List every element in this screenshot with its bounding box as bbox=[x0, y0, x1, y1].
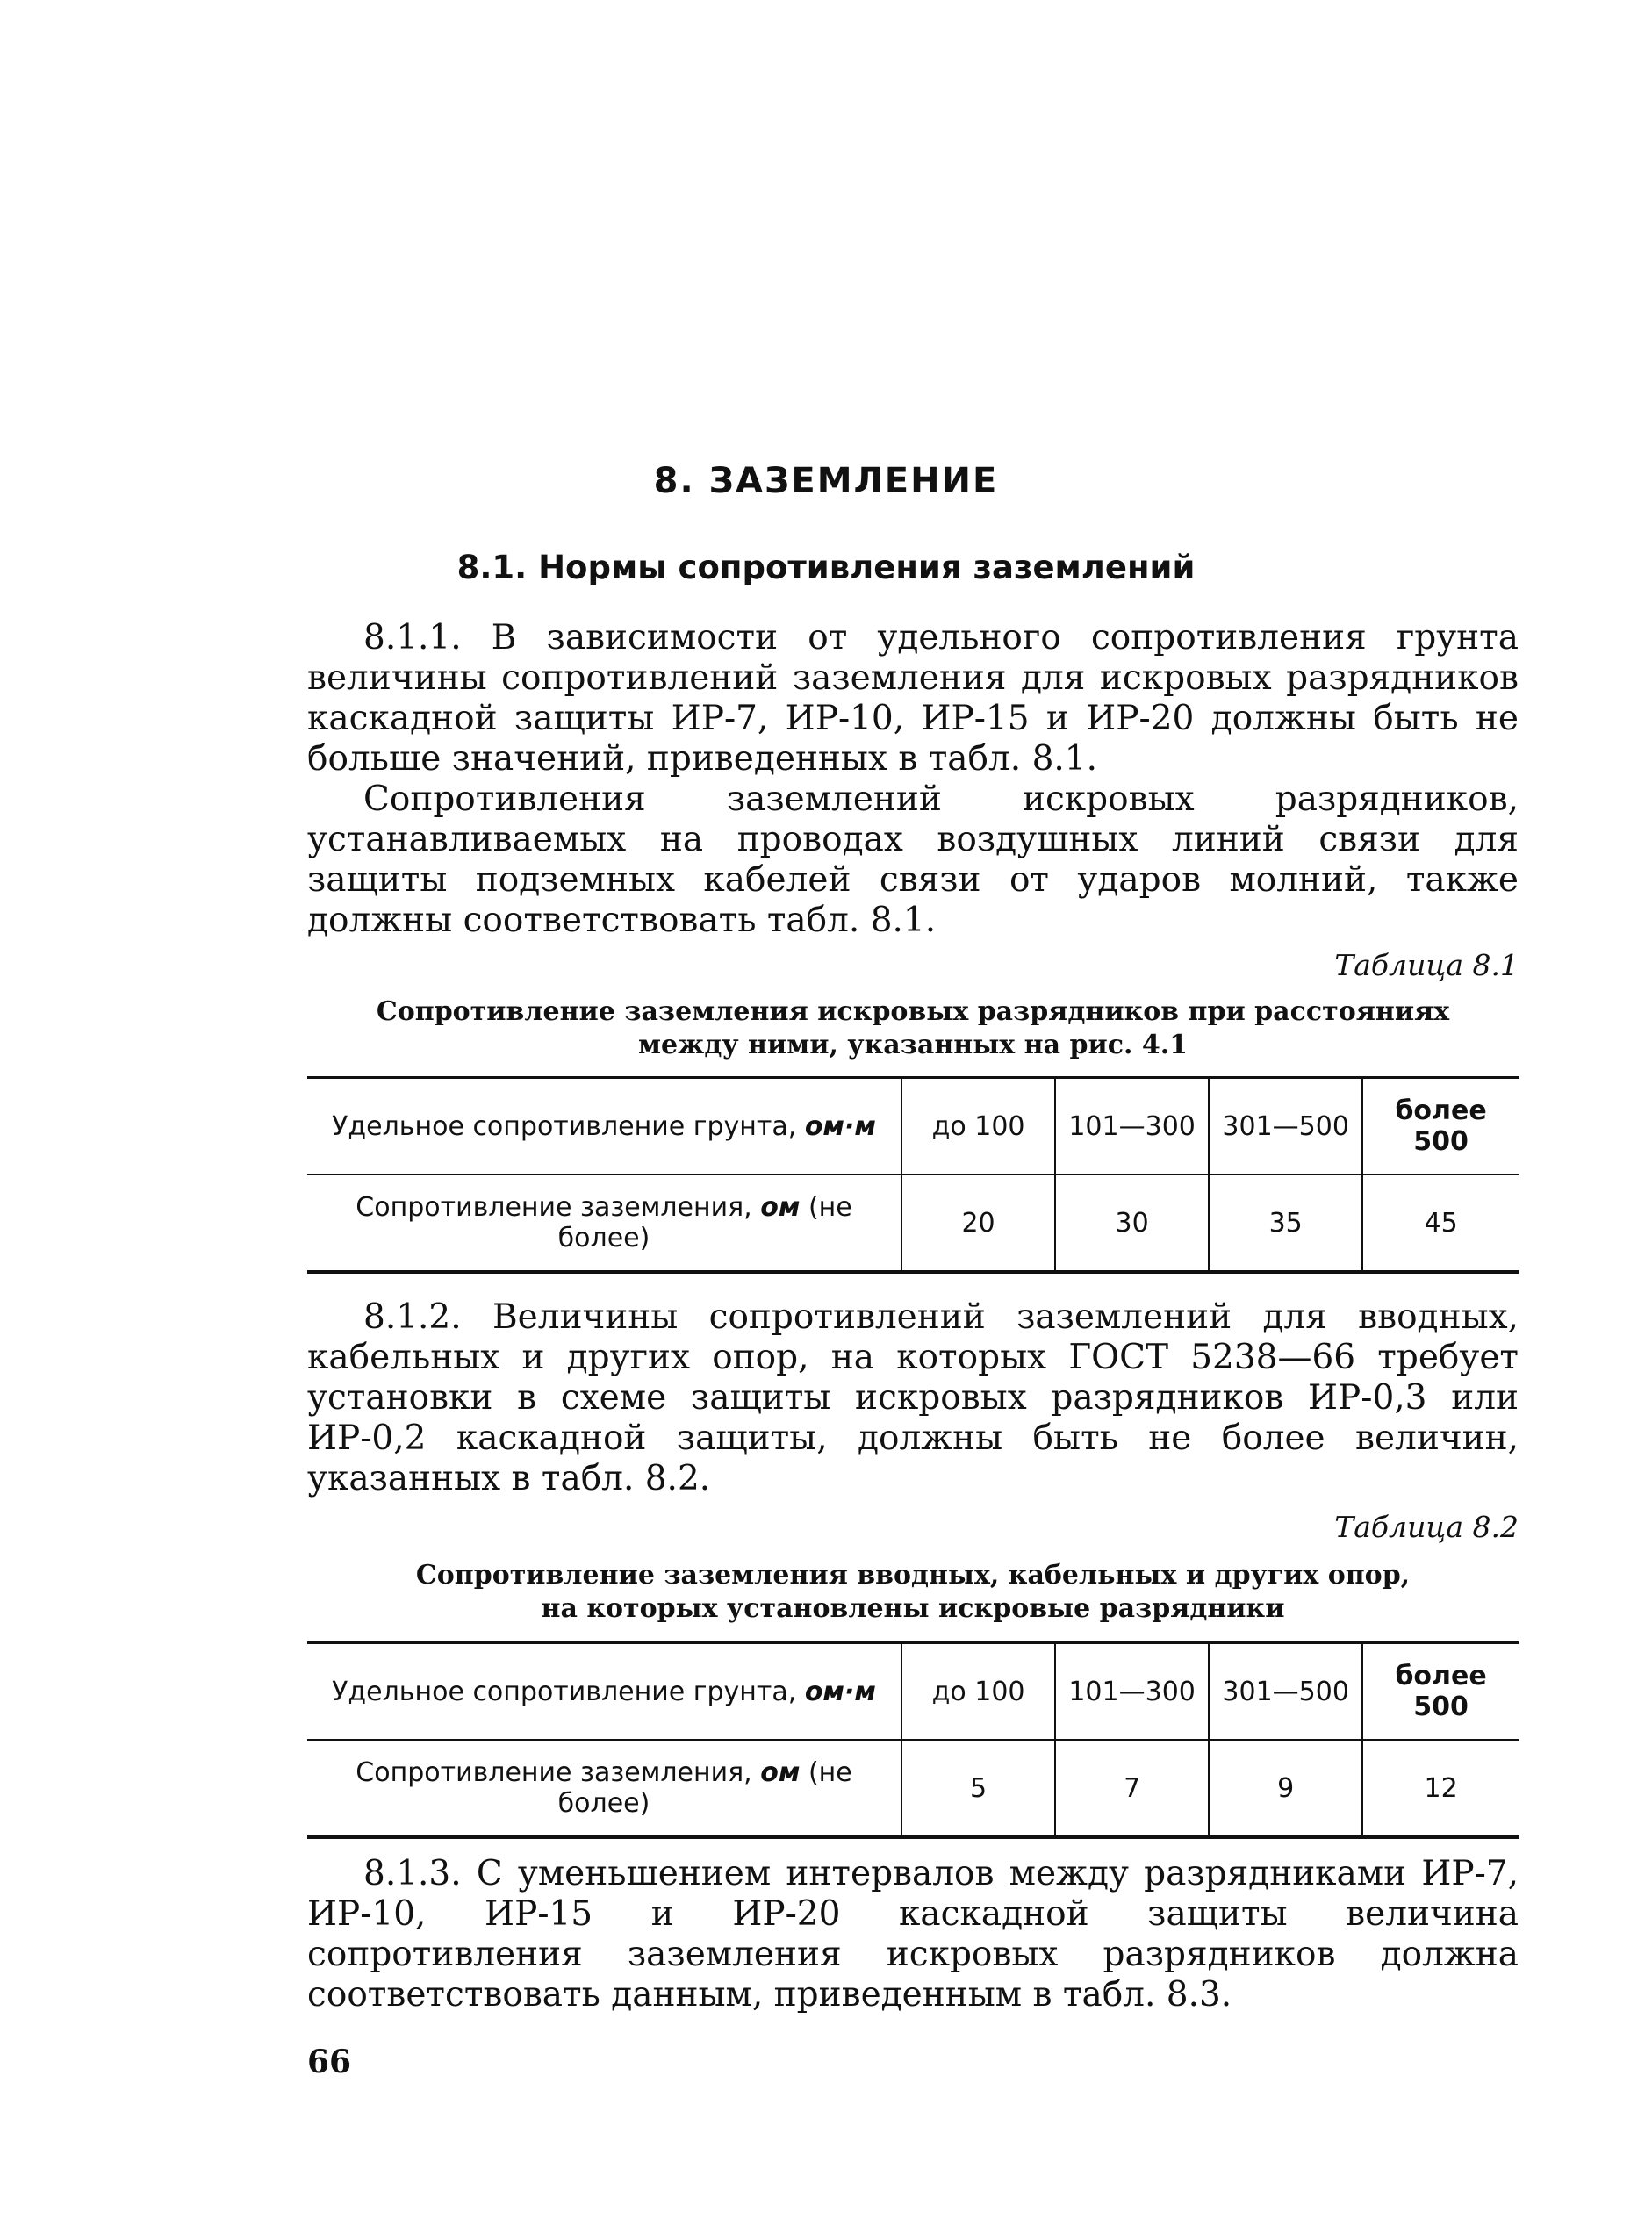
value-cell: 5 bbox=[901, 1740, 1055, 1837]
table-8-1-caption: Таблица 8.1 bbox=[1334, 948, 1519, 982]
table-row bbox=[307, 1740, 1519, 1837]
table-8-1-title-line1: Сопротивление заземления искровых разрядников при расстояниях bbox=[376, 996, 1450, 1027]
chapter-title: 8. ЗАЗЕМЛЕНИЕ bbox=[653, 461, 999, 501]
value-cell: 30 bbox=[1055, 1174, 1209, 1272]
value-cell: 12 bbox=[1362, 1740, 1519, 1837]
table-8-2-title bbox=[307, 1559, 1519, 1626]
range-cell: до 100 bbox=[901, 1078, 1055, 1175]
row-label-soil-resistivity: Удельное сопротивление грунта, ом·м bbox=[307, 1643, 901, 1741]
range-cell: более 500 bbox=[1362, 1078, 1519, 1175]
value-cell: 9 bbox=[1209, 1740, 1362, 1837]
unit-ohm: ом bbox=[760, 1757, 801, 1788]
table-8-1-title-line2: между ними, указанных на рис. 4.1 bbox=[637, 1030, 1189, 1060]
row-label-ground-resistance: Сопротивление заземления, ом (не более) bbox=[307, 1740, 901, 1837]
unit-ohm: ом bbox=[760, 1192, 801, 1223]
table-8-1-title bbox=[307, 995, 1519, 1062]
range-cell: 101—300 bbox=[1055, 1643, 1209, 1741]
table-row bbox=[307, 1643, 1519, 1741]
value-cell: 45 bbox=[1362, 1174, 1519, 1272]
value-cell: 7 bbox=[1055, 1740, 1209, 1837]
page-number: 66 bbox=[307, 2044, 352, 2080]
paragraph-8-1-2: 8.1.2. Величины сопротивлений заземлений для вводных, кабельных и других опор, на которых ГОСТ 5238—66 требует установки в схеме защиты искровых разрядников ИР-0,3 или ИР-0,2 каскадной защиты, должны быть не более величин, указанных в табл. 8.2. bbox=[307, 1297, 1519, 1498]
table-8-1 bbox=[307, 1076, 1519, 1274]
section-title: 8.1. Нормы сопротивления заземлений bbox=[456, 549, 1196, 586]
unit-ohm-meter: ом·м bbox=[804, 1676, 876, 1707]
range-cell: 301—500 bbox=[1209, 1078, 1362, 1175]
range-cell: более 500 bbox=[1362, 1643, 1519, 1741]
value-cell: 20 bbox=[901, 1174, 1055, 1272]
table-8-2-title-line1: Сопротивление заземления вводных, кабельных и других опор, bbox=[415, 1560, 1411, 1591]
unit-ohm-meter: ом·м bbox=[804, 1110, 876, 1142]
range-cell: 301—500 bbox=[1209, 1643, 1362, 1741]
value-cell: 35 bbox=[1209, 1174, 1362, 1272]
range-cell: 101—300 bbox=[1055, 1078, 1209, 1175]
table-8-2 bbox=[307, 1641, 1519, 1839]
paragraph-8-1-1-cont: Сопротивления заземлений искровых разрядников, устанавливаемых на проводах воздушных линий связи для защиты подземных кабелей связи от ударов молний, также должны соответствовать табл. 8.1. bbox=[307, 779, 1519, 940]
paragraph-8-1-3: 8.1.3. С уменьшением интервалов между разрядниками ИР-7, ИР-10, ИР-15 и ИР-20 каскадной защиты величина сопротивления заземления искровых разрядников должна соответствовать данным, приведенным в табл. 8.3. bbox=[307, 1854, 1519, 2015]
table-row bbox=[307, 1078, 1519, 1175]
row-label-ground-resistance: Сопротивление заземления, ом (не более) bbox=[307, 1174, 901, 1272]
row-label-soil-resistivity: Удельное сопротивление грунта, ом·м bbox=[307, 1078, 901, 1175]
table-8-2-caption: Таблица 8.2 bbox=[1334, 1510, 1519, 1544]
table-row bbox=[307, 1174, 1519, 1272]
paragraph-8-1-1: 8.1.1. В зависимости от удельного сопротивления грунта величины сопротивлений заземления для искровых разрядников каскадной защиты ИР-7, ИР-10, ИР-15 и ИР-20 должны быть не больше значений, приведенных в табл. 8.1. bbox=[307, 618, 1519, 779]
table-8-2-title-line2: на которых установлены искровые разрядники bbox=[541, 1593, 1285, 1624]
range-cell: до 100 bbox=[901, 1643, 1055, 1741]
